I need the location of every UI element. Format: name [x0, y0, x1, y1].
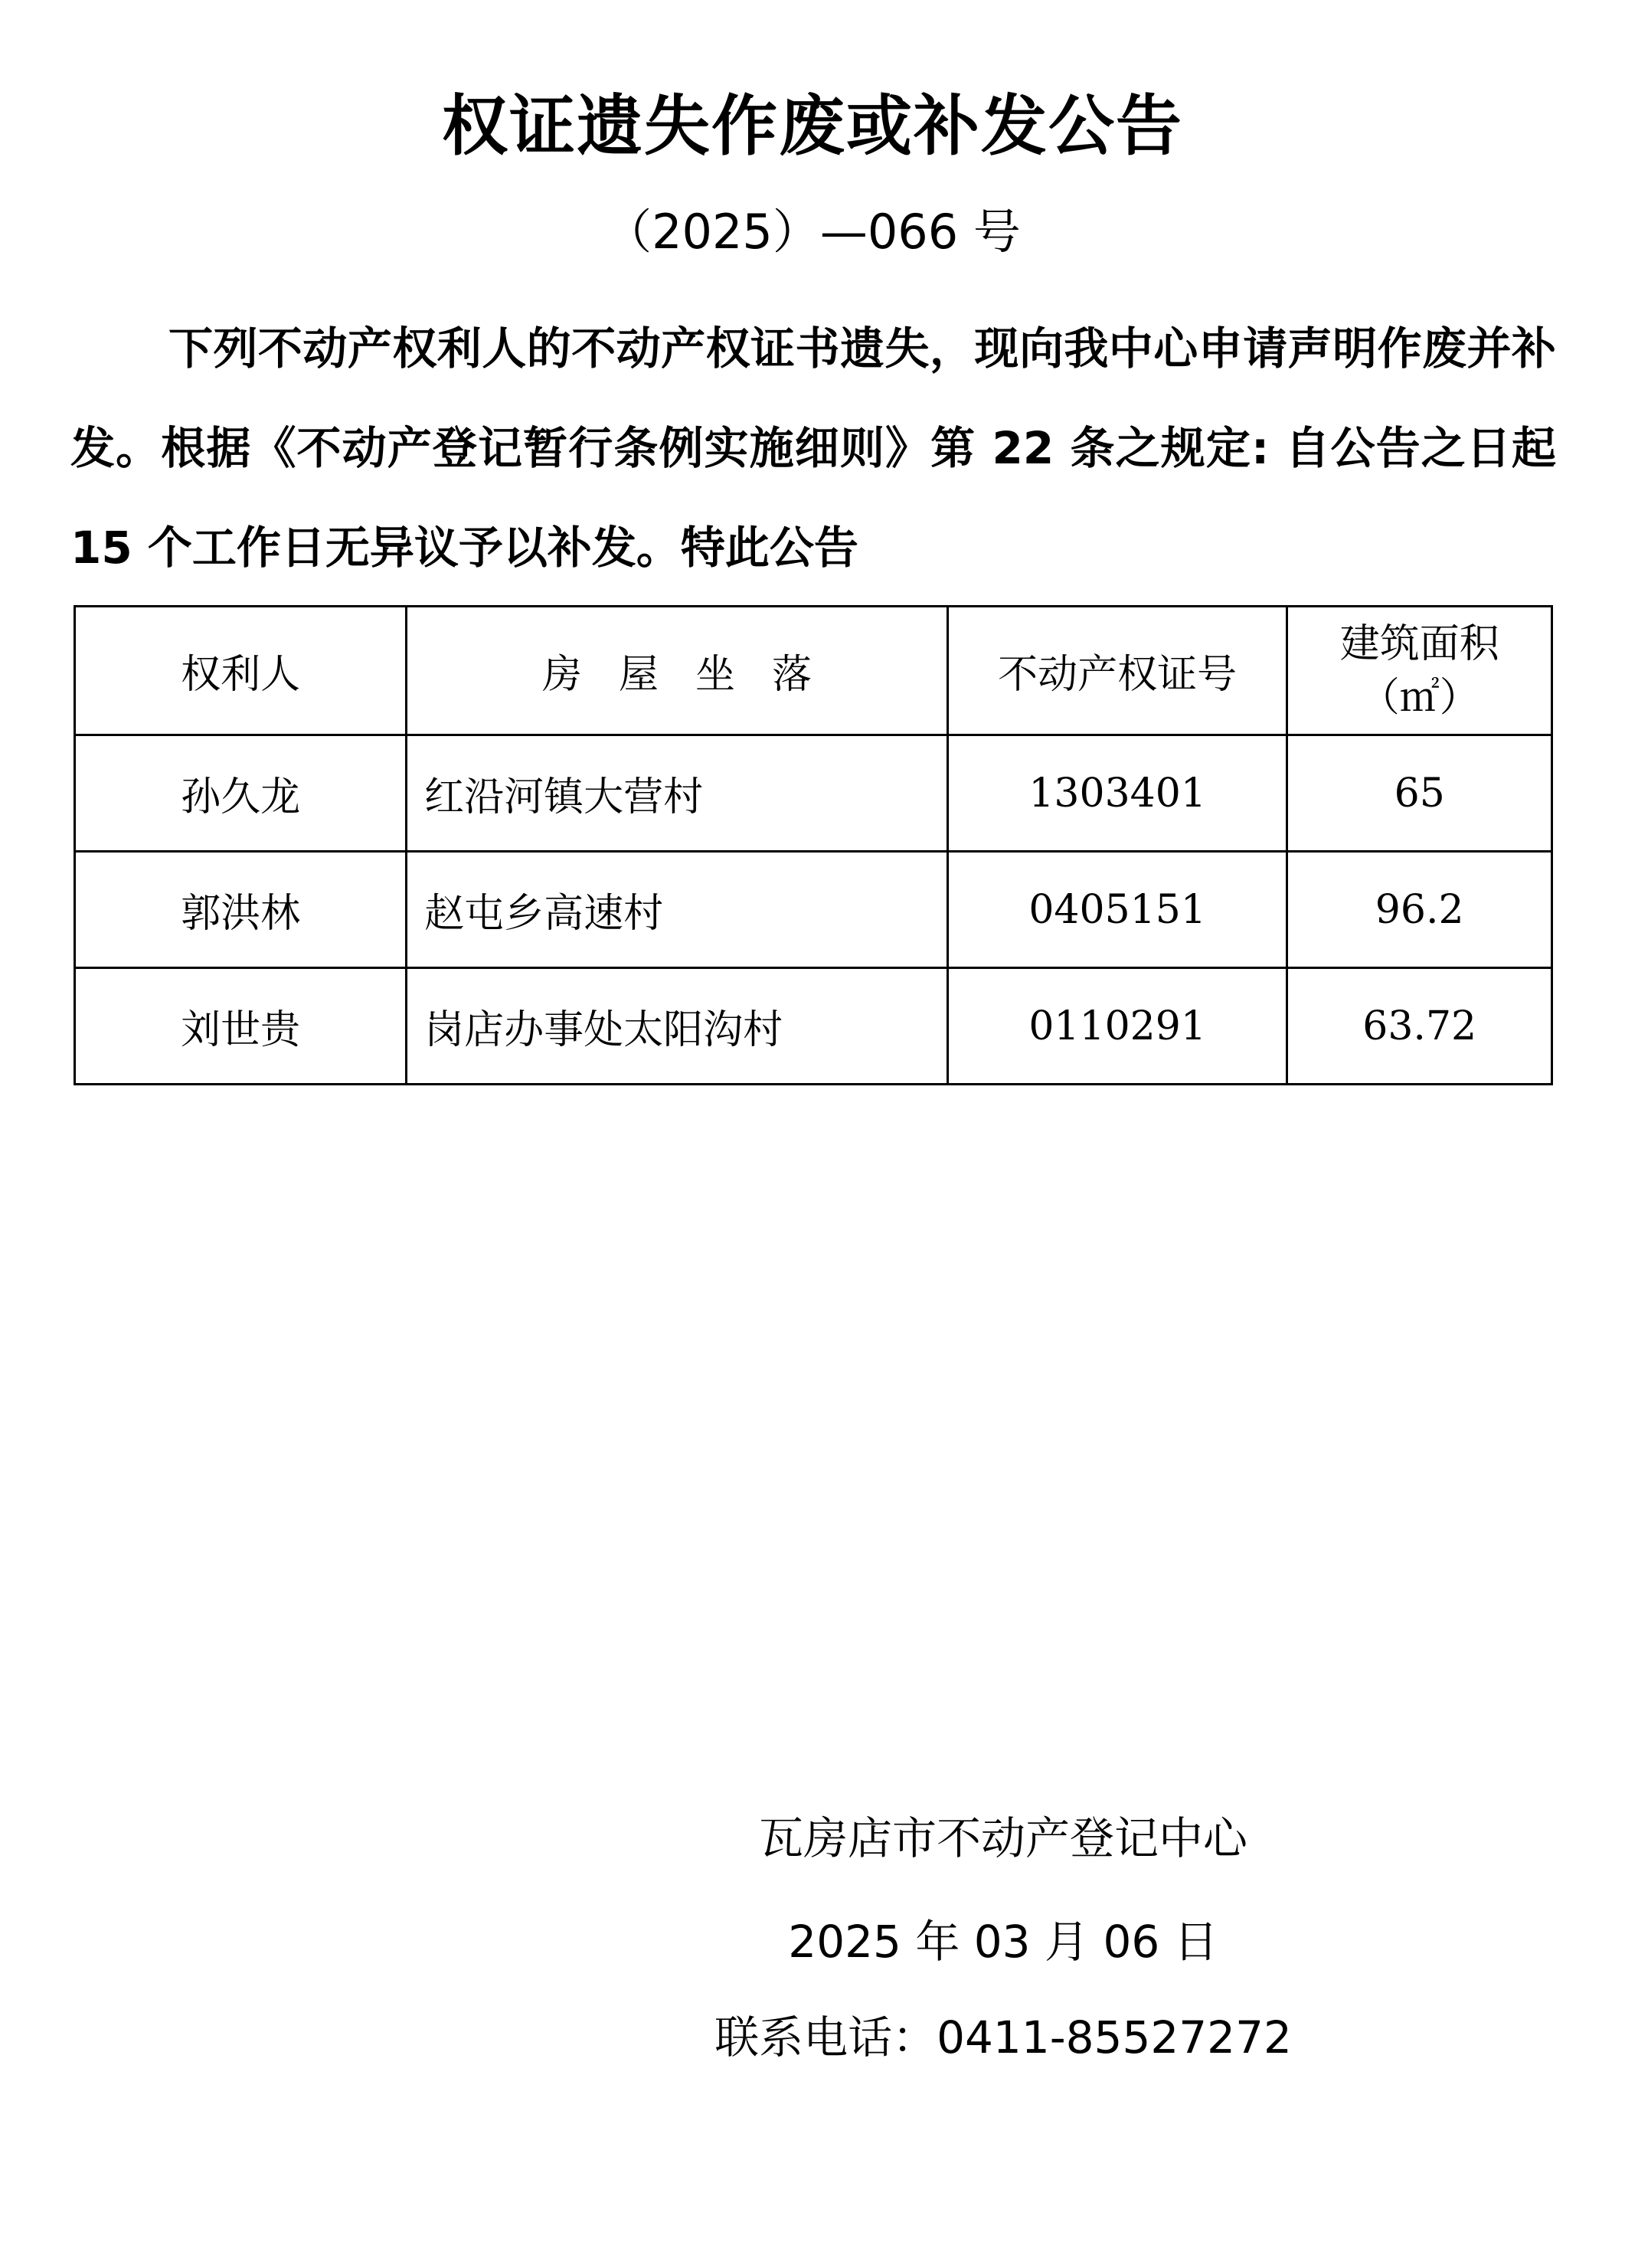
cell-cert-no: 0405151	[947, 852, 1287, 968]
cell-location: 红沿河镇大营村	[407, 735, 948, 852]
cell-area: 63.72	[1287, 968, 1552, 1085]
cell-owner: 郭洪林	[75, 852, 407, 968]
table-row	[75, 968, 1552, 1085]
cell-owner: 刘世贵	[75, 968, 407, 1085]
cell-area: 96.2	[1287, 852, 1552, 968]
table-row	[75, 852, 1552, 968]
cell-area: 65	[1287, 735, 1552, 852]
notice-title: 权证遗失作废或补发公告	[442, 88, 1183, 165]
header-owner: 权利人	[75, 607, 407, 735]
cell-location: 赵屯乡高速村	[407, 852, 948, 968]
cell-owner: 孙久龙	[75, 735, 407, 852]
owner-table	[74, 605, 1553, 1085]
footer-phone: 联系电话：0411-85527272	[714, 2011, 1292, 2063]
table-header-row	[75, 607, 1552, 735]
header-area	[1287, 607, 1552, 735]
notice-body: 下列不动产权利人的不动产权证书遗失，现向我中心申请声明作废并补发。根据《不动产登记暂行条例实施细则》第 22 条之规定: 自公告之日起 15 个工作日无异议予以补发。特此公告	[70, 322, 1556, 574]
cell-cert-no: 1303401	[947, 735, 1287, 852]
table-row	[75, 735, 1552, 852]
header-cert-no: 不动产权证号	[947, 607, 1287, 735]
header-location: 房屋坐落	[407, 607, 948, 735]
footer-date: 2025 年 03 月 06 日	[788, 1916, 1218, 1968]
footer-organization: 瓦房店市不动产登记中心	[758, 1812, 1247, 1864]
cell-location: 岗店办事处太阳沟村	[407, 968, 948, 1085]
header-area-line2: （㎡）	[1359, 674, 1480, 721]
cell-cert-no: 0110291	[947, 968, 1287, 1085]
header-area-line1: 建筑面积	[1339, 620, 1499, 667]
notice-number: （2025）—066 号	[604, 204, 1021, 260]
